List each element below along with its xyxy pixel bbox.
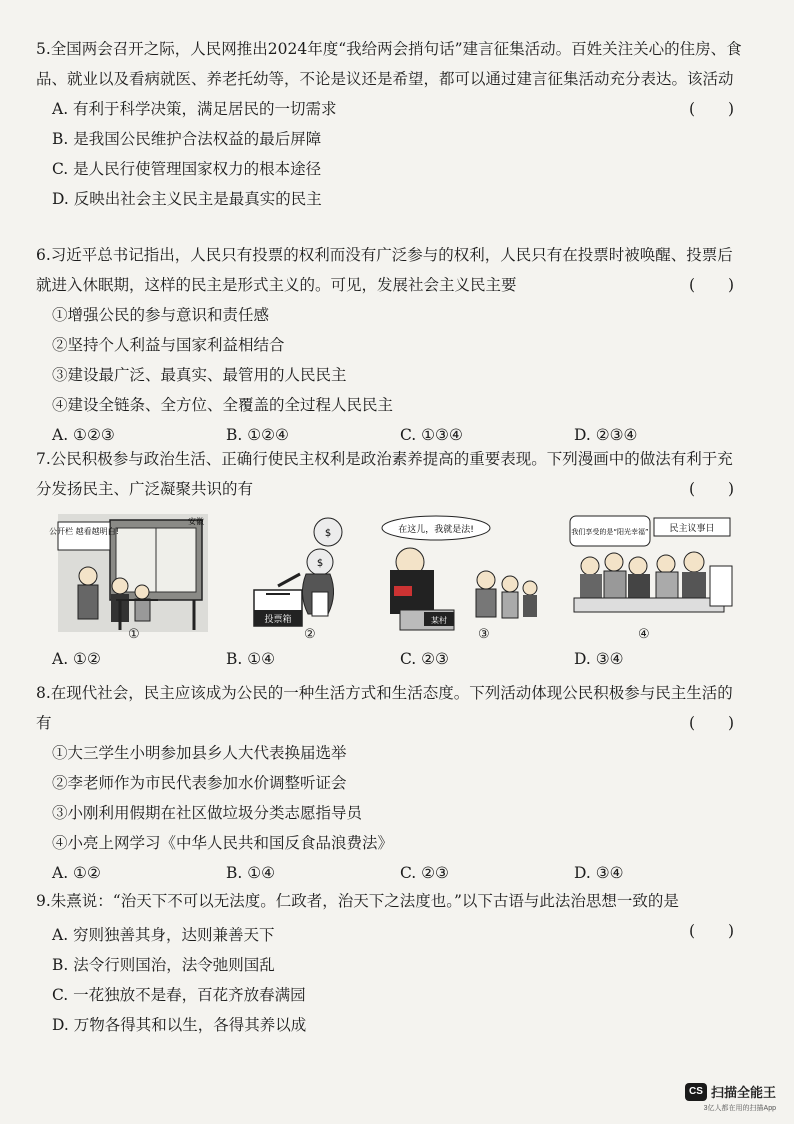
panel-4-caption: ④: [638, 626, 650, 641]
panel-1-caption: ①: [128, 626, 140, 641]
banner-text: 民主议事日: [669, 524, 715, 534]
question-8-stem: 8.在现代社会，民主应该成为公民的一种生活方式和生活态度。下列活动体现公民积极参与民主生活的有: [36, 684, 733, 732]
choice-d: D. ③④: [574, 864, 624, 882]
option-a: A. 穷则独善其身，达则兼善天下: [52, 926, 275, 944]
answer-blank: ( ): [688, 714, 748, 732]
item-2: ②坚持个人利益与国家利益相结合: [52, 336, 285, 354]
scanner-watermark: [685, 1082, 776, 1112]
question-5-stem: 5.全国两会召开之际，人民网推出2024年度“我给两会捎句话”建言征集活动。百姓关注关心的住房、食品、就业以及看病就医、养老托幼等，不论是议还是希望，都可以通过建言征集活动充分表达。该活动: [36, 40, 742, 88]
answer-blank: ( ): [688, 100, 748, 118]
answer-blank: ( ): [688, 276, 748, 294]
question-7-choices: [36, 644, 748, 674]
question-7-stem: 7.公民积极参与政治生活、正确行使民主权利是政治素养提高的重要表现。下列漫画中的做法有利于充分发扬民主、广泛凝聚共识的有: [36, 450, 733, 498]
question-6-stem: 6.习近平总书记指出，人民只有投票的权利而没有广泛参与的权利，人民只有在投票时被唤醒、投票后就进入休眠期，这样的民主是形式主义的。可见，发展社会主义民主要: [36, 246, 733, 294]
option-c: C. 一花独放不是春，百花齐放春满园: [52, 986, 306, 1004]
scanner-app-name: 扫描全能王: [710, 1085, 776, 1100]
speech-bubble-text: 在这儿，我就是法!: [398, 525, 474, 535]
scanner-tagline: 3亿人都在用的扫描App: [703, 1105, 776, 1112]
question-8: [36, 678, 748, 888]
choices-row: [36, 858, 748, 888]
question-9: [36, 886, 748, 1040]
option-a: A. 有利于科学决策，满足居民的一切需求: [52, 100, 337, 118]
svg-text:$: $: [316, 558, 324, 569]
notice-sign: 公开栏 越看越明白!: [49, 527, 119, 536]
choice-d: D. ③④: [574, 650, 624, 668]
choice-b: B. ①④: [226, 864, 276, 882]
item-4: ④建设全链条、全方位、全覆盖的全过程人民民主: [52, 396, 394, 414]
choice-a: A. ①②: [52, 650, 101, 668]
item-4: ④小亮上网学习《中华人民共和国反食品浪费法》: [52, 834, 394, 852]
question-5: [36, 34, 748, 214]
comic-panel-3: [380, 508, 540, 638]
comic-panel-1: [49, 508, 208, 638]
question-9-stem: 9.朱熹说：“治天下不可以无法度。仁政者，治天下之法度也。”以下古语与此法治思想一致的是: [36, 892, 679, 910]
choice-c: C. ②③: [400, 650, 449, 668]
comic-panel-2: [248, 508, 368, 638]
option-b: B. 法令行则国治，法令弛则国乱: [52, 956, 275, 974]
choice-c: C. ①③④: [400, 426, 463, 444]
choice-a: A. ①②③: [52, 426, 115, 444]
item-1: ①大三学生小明参加县乡人大代表换届选举: [52, 744, 347, 762]
answer-blank: ( ): [688, 480, 748, 498]
svg-text:$: $: [324, 528, 332, 539]
option-d: D. 反映出社会主义民主是最真实的民主: [52, 190, 322, 208]
choices-row: [36, 644, 748, 674]
item-2: ②李老师作为市民代表参加水价调整听证会: [52, 774, 347, 792]
choice-b: B. ①④: [226, 650, 276, 668]
speech-bubble-text: 我们享受的是“阳光幸福”: [571, 528, 649, 536]
scanner-logo-icon: CS: [685, 1083, 707, 1101]
village-sign: 某村: [431, 616, 447, 625]
question-6: [36, 240, 748, 450]
choice-a: A. ①②: [52, 864, 101, 882]
comic-strip: [49, 508, 738, 646]
choice-b: B. ①②④: [226, 426, 289, 444]
comic-panel-4: [570, 508, 738, 638]
item-3: ③小刚利用假期在社区做垃圾分类志愿指导员: [52, 804, 363, 822]
item-1: ①增强公民的参与意识和责任感: [52, 306, 270, 324]
panel-2-caption: ②: [304, 626, 316, 641]
panel-3-caption: ③: [478, 626, 490, 641]
choice-c: C. ②③: [400, 864, 449, 882]
answer-blank: ( ): [688, 922, 748, 940]
ballot-box-label: 投票箱: [264, 615, 292, 625]
option-b: B. 是我国公民维护合法权益的最后屏障: [52, 130, 322, 148]
item-3: ③建设最广泛、最真实、最管用的人民民主: [52, 366, 347, 384]
option-d: D. 万物各得其和以生，各得其养以成: [52, 1016, 307, 1034]
region-label: 安徽: [188, 517, 204, 526]
choice-d: D. ②③④: [574, 426, 638, 444]
option-c: C. 是人民行使管理国家权力的根本途径: [52, 160, 322, 178]
question-7: [36, 444, 748, 504]
